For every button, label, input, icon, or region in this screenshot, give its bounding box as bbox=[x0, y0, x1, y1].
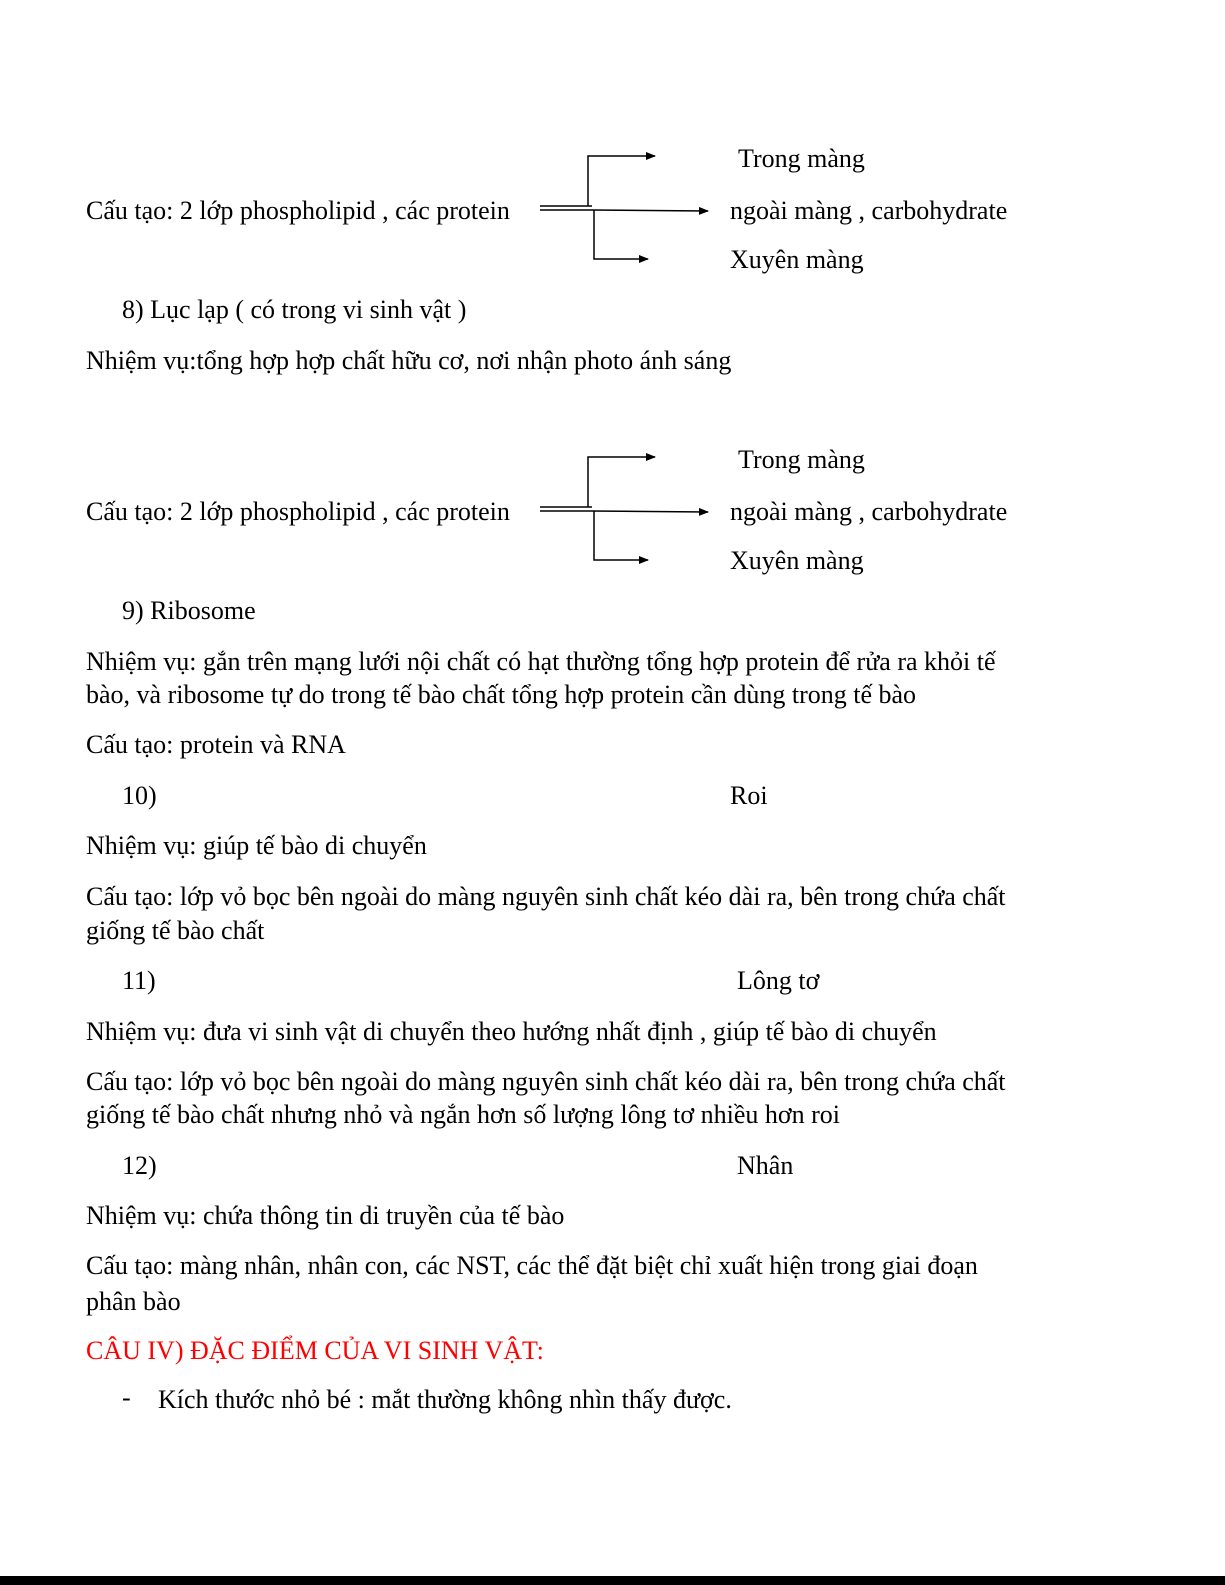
section-9-function-line-1: Nhiệm vụ: gắn trên mạng lưới nội chất có hạt thường tổng hợp protein để rửa ra khỏi tế bbox=[86, 647, 996, 676]
section-10-structure-line-1: Cấu tạo: lớp vỏ bọc bên ngoài do màng nguyên sinh chất kéo dài ra, bên trong chứa chất bbox=[86, 882, 1006, 911]
diagram-1-structure-label: Cấu tạo: 2 lớp phospholipid , các protein bbox=[86, 196, 510, 225]
page-bottom-border bbox=[0, 1576, 1225, 1585]
section-11-number: 11) bbox=[122, 966, 156, 995]
diagram-2-target-inside: Trong màng bbox=[738, 445, 865, 474]
diagram-2-target-outside: ngoài màng , carbohydrate bbox=[730, 497, 1008, 526]
section-11-structure-line-2: giống tế bào chất nhưng nhỏ và ngắn hơn số lượng lông tơ nhiều hơn roi bbox=[86, 1100, 841, 1129]
section-10-title: Roi bbox=[730, 781, 768, 810]
section-8-heading: 8) Lục lạp ( có trong vi sinh vật ) bbox=[122, 295, 467, 324]
section-10-number: 10) bbox=[122, 781, 157, 810]
section-10-function: Nhiệm vụ: giúp tế bào di chuyển bbox=[86, 831, 427, 860]
section-9-function-line-2: bào, và ribosome tự do trong tế bào chất tổng hợp protein cần dùng trong tế bào bbox=[86, 680, 917, 709]
diagram-2-target-through: Xuyên màng bbox=[730, 546, 864, 575]
section-8-function: Nhiệm vụ:tổng hợp hợp chất hữu cơ, nơi nhận photo ánh sáng bbox=[86, 346, 732, 375]
section-9-heading: 9) Ribosome bbox=[122, 596, 256, 625]
diagram-2-structure-label: Cấu tạo: 2 lớp phospholipid , các protein bbox=[86, 497, 510, 526]
section-12-function: Nhiệm vụ: chứa thông tin di truyền của tế bào bbox=[86, 1201, 565, 1230]
question-4-heading: CÂU IV) ĐẶC ĐIỂM CỦA VI SINH VẬT: bbox=[86, 1336, 544, 1365]
section-12-title: Nhân bbox=[737, 1151, 794, 1180]
diagram-2-arrows bbox=[540, 457, 708, 560]
diagram-1-target-outside: ngoài màng , carbohydrate bbox=[730, 196, 1008, 225]
section-11-function: Nhiệm vụ: đưa vi sinh vật di chuyển theo hướng nhất định , giúp tế bào di chuyển bbox=[86, 1017, 937, 1046]
diagram-1-target-inside: Trong màng bbox=[738, 144, 865, 173]
bullet-text: Kích thước nhỏ bé : mắt thường không nhìn thấy được. bbox=[158, 1385, 732, 1414]
diagram-1-arrows bbox=[540, 156, 708, 259]
section-12-structure-line-2: phân bào bbox=[86, 1287, 181, 1316]
section-10-structure-line-2: giống tế bào chất bbox=[86, 916, 265, 945]
section-9-structure: Cấu tạo: protein và RNA bbox=[86, 730, 346, 759]
section-11-title: Lông tơ bbox=[737, 966, 820, 995]
diagram-1-target-through: Xuyên màng bbox=[730, 245, 864, 274]
section-12-number: 12) bbox=[122, 1151, 157, 1180]
section-11-structure-line-1: Cấu tạo: lớp vỏ bọc bên ngoài do màng nguyên sinh chất kéo dài ra, bên trong chứa chất bbox=[86, 1067, 1006, 1096]
section-12-structure-line-1: Cấu tạo: màng nhân, nhân con, các NST, các thể đặt biệt chỉ xuất hiện trong giai đoạn bbox=[86, 1251, 978, 1280]
bullet-marker: - bbox=[122, 1383, 131, 1412]
